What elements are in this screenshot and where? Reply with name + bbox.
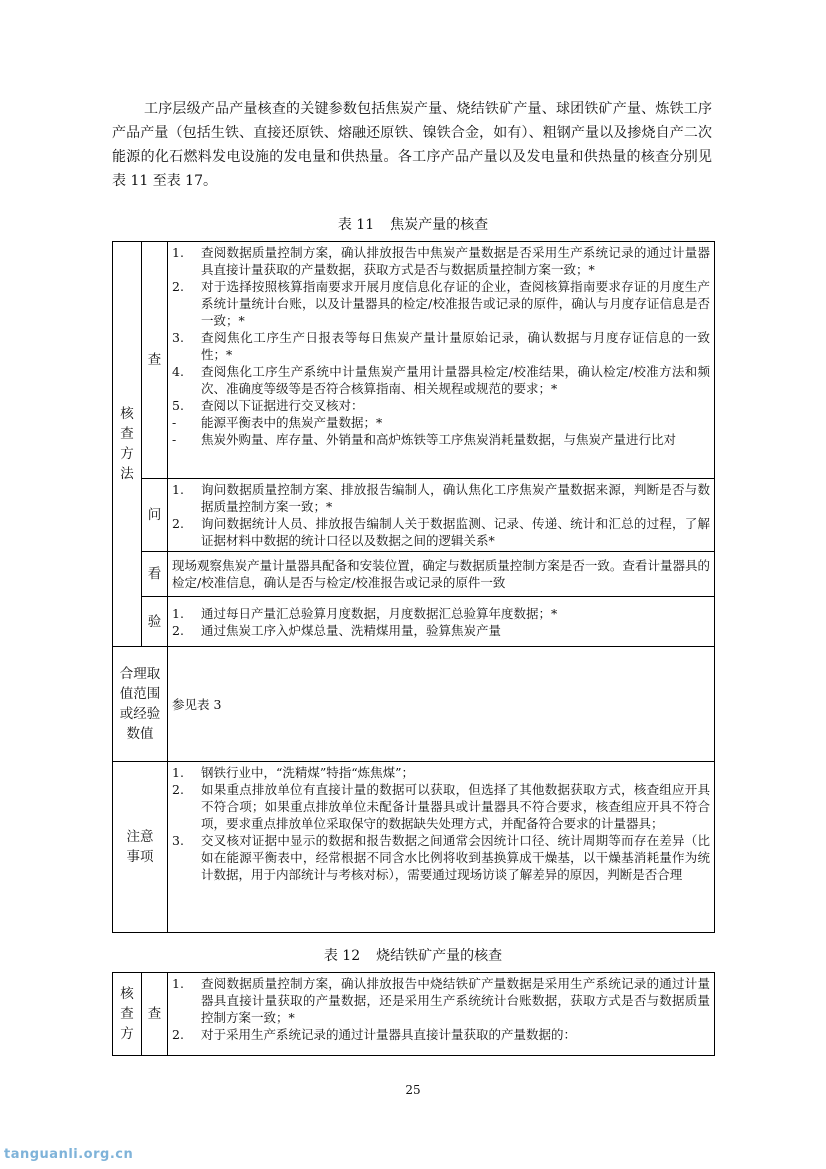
item-text: 对于采用生产系统记录的通过计量器具直接计量获取的产量数据的： — [201, 1027, 577, 1042]
item-marker: 4. — [172, 364, 184, 379]
table11-row-notes — [113, 762, 715, 933]
page-number: 25 — [405, 1083, 421, 1097]
table12-cha-label: 查 — [142, 973, 168, 1056]
table12-cha-content — [168, 973, 715, 1056]
list-item — [172, 431, 710, 448]
table11-caption — [0, 216, 826, 234]
method-label-char: 查 — [120, 1006, 134, 1022]
table11-row-kan — [113, 552, 715, 597]
item-text: 焦炭外购量、库存量、外销量和高炉炼铁等工序焦炭消耗量数据，与焦炭产量进行比对 — [201, 432, 677, 447]
range-text: 参见表 3 — [172, 696, 222, 712]
table12 — [112, 972, 715, 1056]
table11-caption-number: 表 11 — [337, 217, 375, 233]
item-text: 查阅数据质量控制方案，确认排放报告中焦炭产量数据是否采用生产系统记录的通过计量器具直接计量获取的产量数据，获取方式是否与数据质量控制方案一致；* — [201, 245, 710, 277]
method-label-char: 方 — [120, 1026, 134, 1042]
table11-row-range — [113, 647, 715, 762]
table11-kan-content — [168, 552, 715, 597]
item-marker: 1. — [172, 765, 184, 780]
item-text: 交叉核对证据中显示的数据和报告数据之间通常会因统计口径、统计周期等而存在差异（比如在能源平衡表中，经常根据不同含水比例将收到基换算成干燥基，以干燥基消耗量作为统计数据，用于内部统计与考核对标），需要通过现场访谈了解差异的原因，判断是否合理 — [201, 833, 710, 882]
table11-caption-title: 焦炭产量的核查 — [390, 217, 489, 233]
intro-paragraph: 工序层级产品产量核查的关键参数包括焦炭产量、烧结铁矿产量、球团铁矿产量、炼铁工序产品产量（包括生铁、直接还原铁、熔融还原铁、镍铁合金，如有）、粗钢产量以及掺烧自产二次能源的化石燃料发电设施的发电量和供热量。各工序产品产量以及发电量和供热量的核查分别见表 11 至表 17。 — [112, 101, 712, 189]
list-item — [172, 481, 710, 515]
item-marker: 1. — [172, 976, 184, 991]
table11-wen-label: 问 — [142, 479, 168, 552]
table11-row-wen — [113, 479, 715, 552]
item-text: 通过每日产量汇总验算月度数据，月度数据汇总验算年度数据；* — [201, 605, 558, 621]
table11-cha-content — [168, 242, 715, 479]
list-item — [172, 764, 710, 781]
item-text: 如果重点排放单位有直接计量的数据可以获取，但选择了其他数据获取方式，核查组应开具不符合项；如果重点排放单位未配备计量器具或计量器具不符合要求，核查组应开具不符合项，要求重点排放单位采取保守的数据缺失处理方式，并配备符合要求的计量器具； — [201, 782, 710, 831]
watermark: tanguanli.org.cn — [4, 1147, 134, 1162]
item-marker: 1. — [172, 605, 184, 621]
item-text: 对于选择按照核算指南要求开展月度信息化存证的企业，查阅核算指南要求存证的月度生产系统计量统计台账，以及计量器具的检定/校准报告或记录的原件，确认与月度存证信息是否一致；* — [201, 279, 710, 328]
item-text: 询问数据质量控制方案、排放报告编制人，确认焦化工序焦炭产量数据来源，判断是否与数据质量控制方案一致；* — [201, 482, 710, 514]
item-marker: 1. — [172, 482, 184, 497]
item-marker: 1. — [172, 245, 184, 260]
table12-method-label — [113, 973, 142, 1056]
method-label-char: 法 — [120, 466, 134, 482]
list-item — [172, 414, 710, 431]
item-marker: - — [172, 432, 177, 447]
item-text: 查阅焦化工序生产日报表等每日焦炭产量计量原始记录，确认数据与月度存证信息的一致性；* — [201, 330, 710, 362]
method-label-char: 核 — [120, 986, 134, 1002]
list-item — [172, 278, 710, 329]
item-text: 查阅以下证据进行交叉核对： — [201, 398, 364, 413]
table12-caption-title: 烧结铁矿产量的核查 — [376, 948, 503, 964]
table11-method-label — [113, 242, 142, 647]
list-item — [172, 622, 710, 639]
item-marker: - — [172, 415, 177, 430]
method-label-char: 方 — [120, 446, 134, 462]
table11-wen-content — [168, 479, 715, 552]
list-item — [172, 244, 710, 278]
table11-row-cha — [113, 242, 715, 479]
method-label-char: 核 — [120, 406, 134, 422]
table11-notes-content — [168, 762, 715, 933]
table11-yan-content — [168, 597, 715, 647]
table11-notes-label: 注意事项 — [113, 762, 168, 933]
item-marker: 2. — [172, 516, 184, 531]
table11-range-label: 合理取值范围或经验数值 — [113, 647, 168, 762]
item-text: 钢铁行业中，“洗精煤”特指“炼焦煤”； — [201, 765, 415, 780]
list-item — [172, 363, 710, 397]
table11-range-content — [168, 647, 715, 762]
method-label-char: 查 — [120, 426, 134, 442]
item-marker: 2. — [172, 782, 184, 797]
kan-text: 现场观察焦炭产量计量器具配备和安装位置，确定与数据质量控制方案是否一致。查看计量器具的检定/校准信息，确认是否与检定/校准报告或记录的原件一致 — [172, 558, 710, 590]
list-item — [172, 329, 710, 363]
item-text: 询问数据统计人员、排放报告编制人关于数据监测、记录、传递、统计和汇总的过程，了解证据材料中数据的统计口径以及数据之间的逻辑关系* — [201, 516, 710, 548]
list-item — [172, 832, 710, 883]
item-marker: 2. — [172, 622, 184, 638]
item-marker: 3. — [172, 833, 184, 848]
list-item — [172, 1026, 710, 1043]
list-item — [172, 605, 710, 622]
item-text: 能源平衡表中的焦炭产量数据；* — [201, 415, 383, 430]
table11-yan-label: 验 — [142, 597, 168, 647]
table12-row-cha — [113, 973, 715, 1056]
list-item — [172, 397, 710, 414]
table11-row-yan — [113, 597, 715, 647]
table11-kan-label: 看 — [142, 552, 168, 597]
table11-cha-label: 查 — [142, 242, 168, 479]
table11 — [112, 241, 715, 933]
item-marker: 5. — [172, 398, 184, 413]
list-item — [172, 975, 710, 1026]
list-item — [172, 515, 710, 549]
table12-caption-number: 表 12 — [323, 948, 361, 964]
item-text: 查阅数据质量控制方案，确认排放报告中烧结铁矿产量数据是采用生产系统记录的通过计量器具直接计量获取的产量数据，还是采用生产系统统计台账数据，获取方式是否与数据质量控制方案一致；* — [201, 976, 710, 1025]
item-marker: 2. — [172, 279, 184, 294]
item-text: 查阅焦化工序生产系统中计量焦炭产量用计量器具检定/校准结果，确认检定/校准方法和频次、准确度等级等是否符合核算指南、相关规程或规范的要求；* — [201, 364, 710, 396]
list-item — [172, 781, 710, 832]
item-marker: 3. — [172, 330, 184, 345]
item-marker: 2. — [172, 1027, 184, 1042]
table12-caption — [0, 947, 826, 965]
item-text: 通过焦炭工序入炉煤总量、洗精煤用量，验算焦炭产量 — [201, 622, 502, 638]
